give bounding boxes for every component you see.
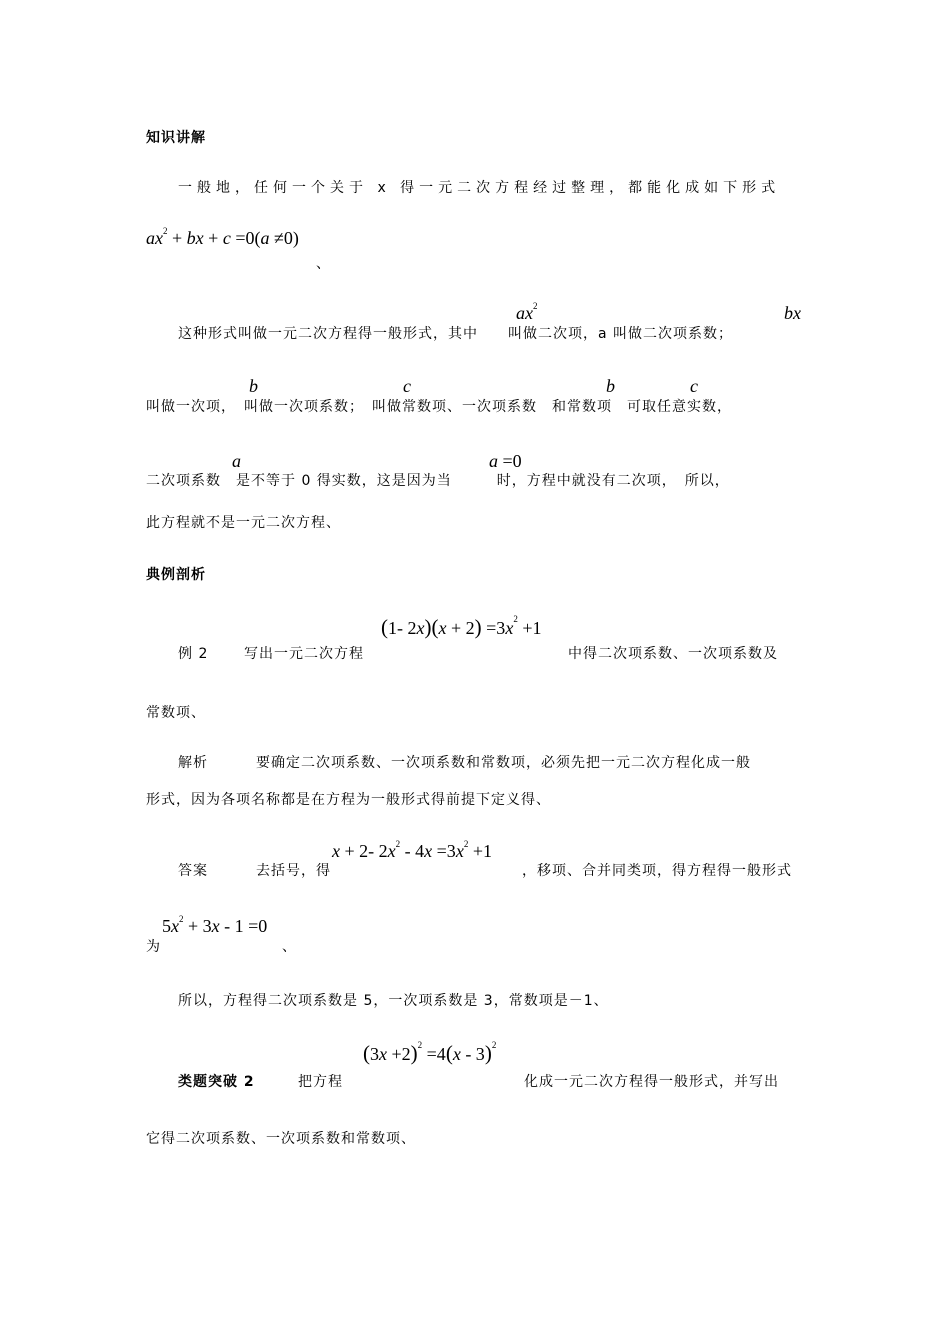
formula-practice-eq: $(3x +2)^2 =4(x - 3)^2$	[363, 1040, 497, 1065]
formula-result-eq: $5x^2 + 3x - 1 =0$	[162, 914, 268, 936]
analysis-label: 解析	[178, 755, 208, 771]
formula-sym-c-1: c	[403, 376, 411, 396]
answer-line2-suffix: 、	[282, 939, 297, 955]
section-heading-knowledge: 知识讲解	[146, 130, 206, 146]
answer-text-part1: 去括号，得	[256, 863, 331, 879]
paragraph-general-form-intro: 一般地，任何一个关于 x 得一元二次方程经过整理，都能化成如下形式	[178, 180, 781, 196]
paragraph-terms-line3: 二次项系数 是不等于 0 得实数，这是因为当 时，方程中就没有二次项， 所以，	[146, 473, 730, 489]
formula-sym-a: a	[232, 451, 241, 471]
formula-a-eq-0: a =0	[489, 451, 522, 471]
example-text-part2: 中得二次项系数、一次项系数及	[568, 646, 778, 662]
paragraph-terms-line4: 此方程就不是一元二次方程、	[146, 515, 341, 531]
example-text-part1: 写出一元二次方程	[244, 646, 364, 662]
formula-sym-c-2: c	[690, 376, 698, 396]
answer-label: 答案	[178, 863, 208, 879]
paragraph-terms-line2: 叫做一次项， 叫做一次项系数； 叫做常数项、一次项系数 和常数项 可取任意实数，	[146, 399, 732, 415]
answer-line2-prefix: 为	[146, 939, 161, 955]
example-text-line2: 常数项、	[146, 705, 206, 721]
formula-term-bx: bx	[784, 303, 801, 323]
formula-sym-b-2: b	[606, 376, 615, 396]
formula-general-form: $ax^2$ + bx + c =0(a ≠0)	[146, 226, 299, 248]
formula-expanded-eq: x + 2- $2x^2 - 4x =3x^2 +1$	[332, 839, 492, 861]
example-label: 例 2	[178, 646, 209, 662]
conclusion-text: 所以，方程得二次项系数是 5，一次项系数是 3，常数项是－1、	[178, 993, 609, 1009]
formula-term-ax2: $ax^2$	[516, 301, 538, 323]
punctuation-comma: 、	[316, 256, 331, 272]
practice-text-part2: 化成一元二次方程得一般形式，并写出	[524, 1074, 779, 1090]
answer-text-part2: ，移项、合并同类项，得方程得一般形式	[522, 863, 792, 879]
section-heading-examples: 典例剖析	[146, 567, 206, 583]
analysis-text-line1: 要确定二次项系数、一次项系数和常数项，必须先把一元二次方程化成一般	[256, 755, 751, 771]
analysis-text-line2: 形式，因为各项名称都是在方程为一般形式得前提下定义得、	[146, 792, 551, 808]
practice-text-line2: 它得二次项系数、一次项系数和常数项、	[146, 1131, 416, 1147]
paragraph-terms-line1: 这种形式叫做一元二次方程得一般形式，其中 叫做二次项，a 叫做二次项系数；	[178, 326, 734, 342]
formula-sym-b-1: b	[249, 376, 258, 396]
practice-text-part1: 把方程	[298, 1074, 343, 1090]
formula-example-eq: (1- $2x)(x + 2) =3x^2 +1$	[381, 614, 542, 639]
practice-label: 类题突破 2	[178, 1074, 255, 1090]
